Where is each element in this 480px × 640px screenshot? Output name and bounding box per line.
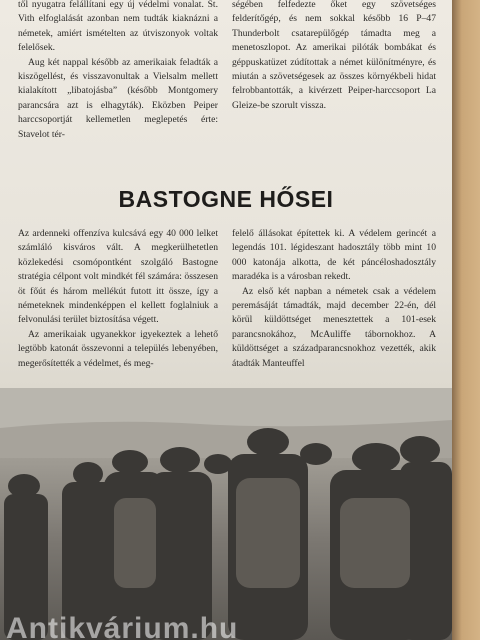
article-column-top-left: [18, 0, 218, 142]
paragraph: Az ardenneki offenzíva kulcsává egy 40 000 lelket számláló kisváros vált. A megkerülhetetlen közlekedési csomópontként szolgáló Bastogne stratégia célpont volt mindkét fél számára: összesen öt főút és három mellékút futott itt össze, így a németeknek mindenképpen el kellett foglalniuk a felvonulási terület biztosítása végett.: [18, 228, 218, 326]
paragraph: Az amerikaiak ugyanekkor igyekeztek a lehető legtöbb katonát összevonni a település lebenyében, megerősítették a védelmet, és meg-: [18, 328, 218, 369]
page-edge: [452, 0, 480, 640]
soldiers-photo-illustration: [0, 388, 452, 640]
article-column-mid-left: [18, 227, 218, 371]
watermark: Antikvárium.hu: [6, 612, 239, 640]
paragraph: ségében felfedezte őket egy szövetséges felderítőgép, és nem sokkal később 16 P–47 Thunderbolt csatarepülőgép támadta meg a menetoszlopot. Az amerikai pilóták bombákat és géppuskatüzet zúdítottak a német különítményre, és miután a szövetségesek az összes környékbeli hidat felrobbantották, a kivérzett Peiper-harccsoport La Gleize-be szorult vissza.: [232, 0, 436, 111]
paragraph: től nyugatra felállítani egy új védelmi vonalat. St. Vith elfoglalását azonban nem tudták kiaknázni a németek, amiért ismételten az útviszonyok voltak felelősek.: [18, 0, 218, 54]
paragraph: Aug két nappal később az amerikaiak feladták a kiszögellést, és visszavonultak a Vielsalm mellett kialakított „libatojásba” (később Montgomery parancsára azt is elhagyták). Eközben Peiper harccsoportját kellemetlen meglepetés érte: Stavelot tér-: [18, 56, 218, 140]
article-column-top-right: [232, 0, 436, 113]
article-column-mid-right: [232, 227, 436, 371]
paragraph: Az első két napban a németek csak a védelem peremásáját támadták, majd december 22-én, dél körül küldöttséget menesztettek a 101-esek parancsnokához, McAuliffe tábornokhoz. A küldöttséget a századparancsnokhoz vezették, akik átadták Manteuffel: [232, 285, 436, 369]
paragraph: felelő állásokat építettek ki. A védelem gerincét a legendás 101. légideszant hadosztály több mint 10 000 katonája alkotta, de két páncéloshadosztály maradéka is a városban rekedt.: [232, 228, 436, 283]
soldiers-photo: [0, 388, 452, 640]
section-title: BASTOGNE HŐSEI: [118, 186, 334, 212]
